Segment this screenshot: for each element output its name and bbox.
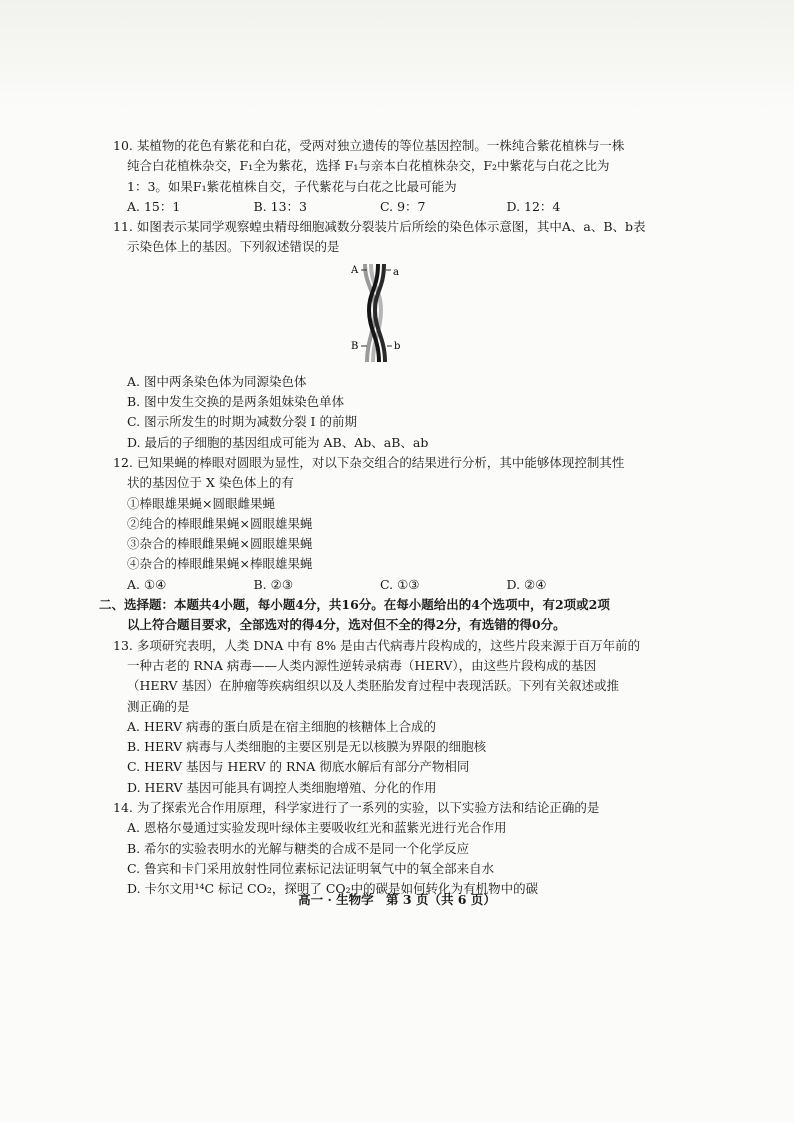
q12-line: 12. 已知果蝇的棒眼对圆眼为显性，对以下杂交组合的结果进行分析，其中能够体现控制其性 [113, 454, 625, 470]
q10-line: 10. 某植物的花色有紫花和白花，受两对独立遗传的等位基因控制。一株纯合紫花植株与一株 [113, 138, 625, 153]
question-11 [113, 217, 646, 453]
q12-option-a: A. ①④ [127, 576, 167, 592]
q10-option-c: C. 9：7 [380, 198, 426, 214]
section-2-line: 二、选择题：本题共4小题，每小题4分，共16分。在每小题给出的4个选项中，有2项或2项 [99, 597, 610, 613]
q12-option-c: C. ①③ [380, 576, 420, 592]
q10-options [113, 197, 633, 217]
page-footer [0, 890, 794, 908]
q10-line: 纯合白花植株杂交，F₁全为紫花，选择 F₁与亲本白花植株杂交，F₂中紫花与白花之比为 [127, 158, 610, 174]
question-12 [113, 453, 633, 595]
q14-line: 14. 为了探索光合作用原理，科学家进行了一系列的实验，以下实验方法和结论正确的是 [113, 800, 600, 816]
gene-label-B: B [351, 340, 359, 352]
section-2-line: 以上符合题目要求，全部选对的得4分，选对但不全的得2分，有选错的得0分。 [127, 617, 566, 633]
q13-option-d: D. HERV 基因可能具有调控人类细胞增殖、分化的作用 [127, 779, 437, 795]
q10-option-a: A. 15：1 [127, 198, 181, 214]
q12-options [113, 575, 633, 595]
section-2-heading [99, 595, 633, 636]
q12-item-3: ③杂合的棒眼雌果蝇×圆眼雄果蝇 [127, 536, 313, 552]
q13-option-c: C. HERV 基因与 HERV 的 RNA 彻底水解后有部分产物相同 [127, 759, 470, 775]
scan-shadow [0, 0, 794, 110]
q12-option-b: B. ②③ [253, 576, 294, 592]
q10-option-b: B. 13：3 [253, 198, 307, 214]
q13-line: 一种古老的 RNA 病毒——人类内源性逆转录病毒（HERV），由这些片段构成的基因 [127, 657, 597, 673]
q12-item-4: ④杂合的棒眼雌果蝇×棒眼雄果蝇 [127, 556, 313, 572]
q14-option-a: A. 恩格尔曼通过实验发现叶绿体主要吸收红光和蓝紫光进行光合作用 [127, 820, 507, 836]
page-content [99, 136, 646, 900]
q13-option-b: B. HERV 病毒与人类细胞的主要区别是无以核膜为界限的细胞核 [127, 739, 487, 755]
q12-item-2: ②纯合的棒眼雌果蝇×圆眼雄果蝇 [127, 515, 313, 531]
q13-line: 测正确的是 [127, 698, 190, 714]
question-14 [113, 798, 633, 899]
q11-line: 11. 如图表示某同学观察蝗虫精母细胞减数分裂装片后所绘的染色体示意图，其中A、a、B、b表 [113, 219, 646, 235]
q14-option-b: B. 希尔的实验表明水的光解与糖类的合成不是同一个化学反应 [127, 840, 470, 856]
q11-option-d: D. 最后的子细胞的基因组成可能为 AB、Ab、aB、ab [127, 434, 429, 450]
q13-line: （HERV 基因）在肿瘤等疾病组织以及人类胚胎发育过程中表现活跃。下列有关叙述或推 [127, 678, 619, 694]
chromosome-diagram [351, 260, 411, 366]
chromosome-figure [113, 260, 633, 368]
question-13 [113, 636, 641, 798]
q12-option-d: D. ②④ [506, 576, 547, 592]
q14-option-c: C. 鲁宾和卡门采用放射性同位素标记法证明氧气中的氧全部来自水 [127, 860, 495, 876]
footer-page-number: 第 3 页（共 6 页） [386, 892, 496, 907]
gene-label-a: a [393, 266, 399, 278]
q13-line: 13. 多项研究表明，人类 DNA 中有 8% 是由古代病毒片段构成的，这些片段来源于百万年前的 [113, 637, 641, 653]
q11-option-c: C. 图示所发生的时期为减数分裂 Ⅰ 的前期 [127, 414, 357, 430]
q11-option-b: B. 图中发生交换的是两条姐妹染色单体 [127, 394, 345, 410]
q14-option-d: D. 卡尔文用¹⁴C 标记 CO₂，探明了 CO₂中的碳是如何转化为有机物中的碳 [127, 881, 539, 897]
q12-item-1: ①棒眼雄果蝇×圆眼雌果蝇 [127, 495, 275, 511]
question-10 [113, 136, 633, 217]
q11-line: 示染色体上的基因。下列叙述错误的是 [127, 239, 340, 255]
q13-option-a: A. HERV 病毒的蛋白质是在宿主细胞的核糖体上合成的 [127, 718, 436, 734]
gene-label-b: b [394, 340, 401, 352]
q10-line: 1：3。如果F₁紫花植株自交，子代紫花与白花之比最可能为 [127, 178, 457, 194]
q12-line: 状的基因位于 X 染色体上的有 [127, 475, 294, 491]
q11-option-a: A. 图中两条染色体为同源染色体 [127, 373, 307, 389]
q10-option-d: D. 12：4 [506, 198, 561, 214]
footer-subject: 高一 · 生物学 [298, 892, 374, 907]
gene-label-A: A [351, 264, 359, 276]
